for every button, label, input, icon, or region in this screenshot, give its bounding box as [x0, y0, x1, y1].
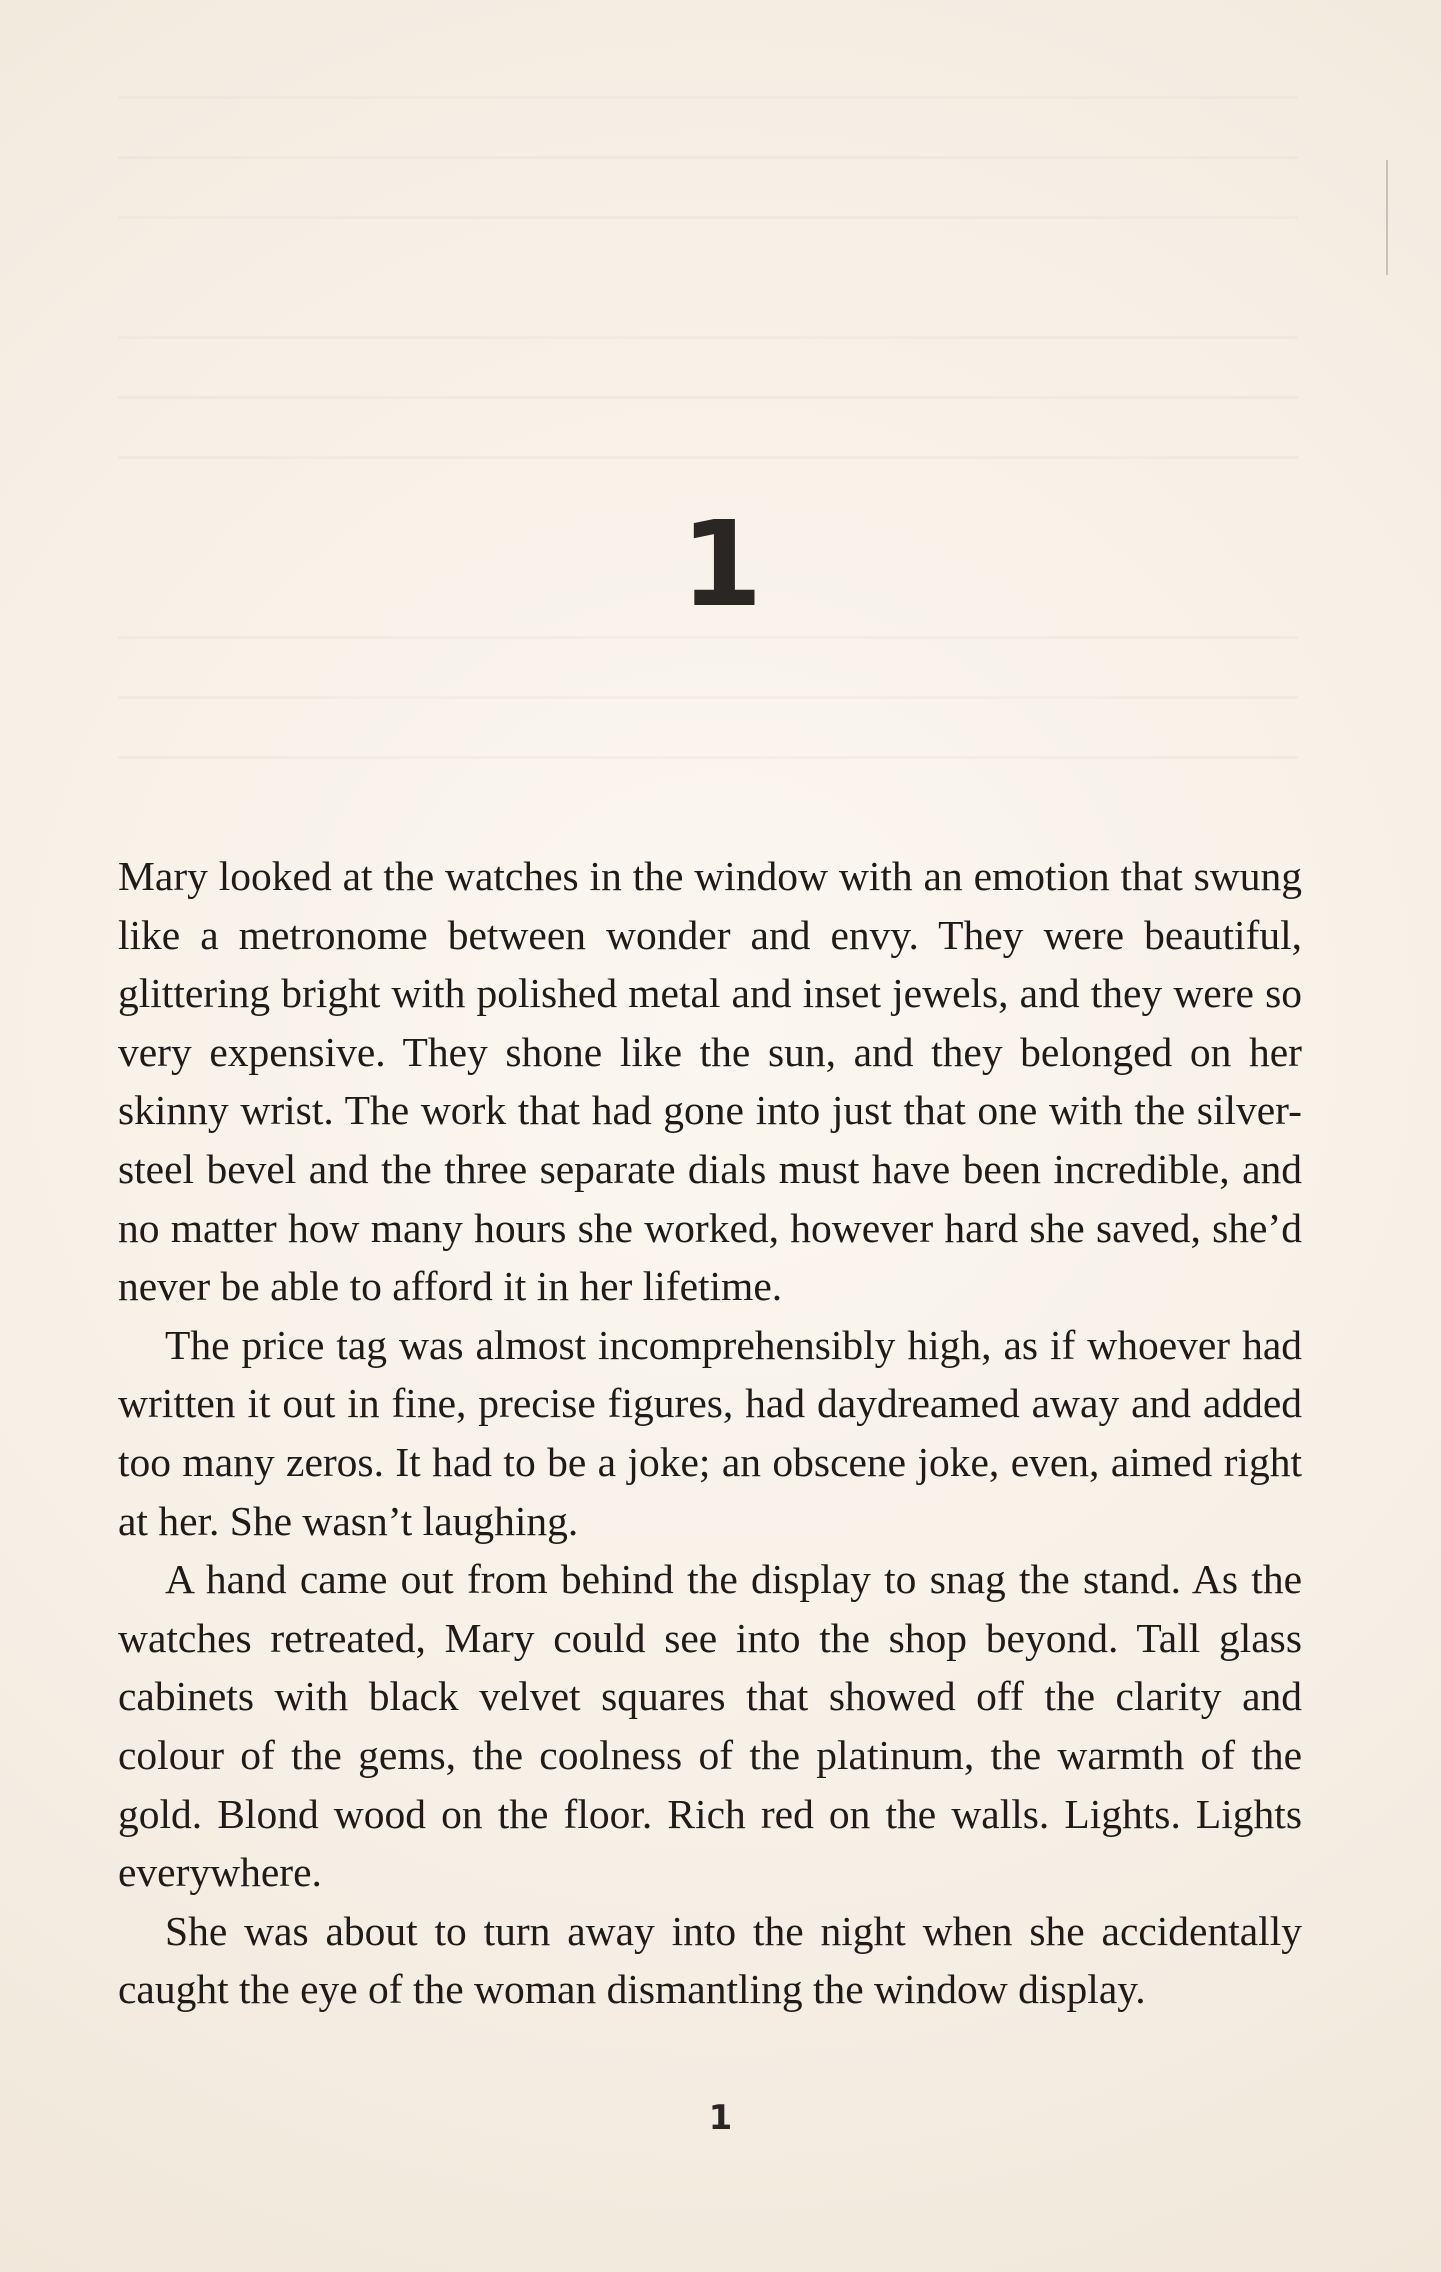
bleed-through-line: [118, 756, 1298, 759]
paragraph: A hand came out from behind the display to snag the stand. As the watches retreated, Mary could see into the shop beyond. Tall glass cabinets with black velvet squares that showed off the clarity and colour of the gems, the coolness of the platinum, the warmth of the gold. Blond wood on the floor. Rich red on the walls. Lights. Lights everywhere.: [118, 1556, 1302, 1896]
page-edge-mark: [1386, 160, 1388, 275]
paragraph: Mary looked at the watches in the window with an emotion that swung like a metronome between wonder and envy. They were beautiful, glittering bright with polished metal and inset jewels, and they were so very expensive. They shone like the sun, and they belonged on her skinny wrist. The work that had gone into just that one with the silver-steel bevel and the three separate dials must have been incredible, and no matter how many hours she worked, however hard she saved, she’d never be able to afford it in her lifetime.: [118, 853, 1302, 1310]
bleed-through-line: [118, 96, 1298, 99]
paragraph: The price tag was almost incomprehensibly high, as if whoever had written it out in fine, precise figures, had daydreamed away and added too many zeros. It had to be a joke; an obscene joke, even, aimed right at her. She wasn’t laughing.: [118, 1321, 1302, 1544]
bleed-through-line: [118, 396, 1298, 399]
body-text: [118, 847, 1302, 2019]
bleed-through-line: [118, 636, 1298, 639]
bleed-through-line: [118, 216, 1298, 219]
page-number: 1: [708, 2098, 733, 2138]
chapter-number: 1: [680, 495, 761, 633]
bleed-through-line: [118, 696, 1298, 699]
bleed-through-line: [118, 336, 1298, 339]
bleed-through-line: [118, 156, 1298, 159]
bleed-through-line: [118, 456, 1298, 459]
paragraph: She was about to turn away into the night when she accidentally caught the eye of the woman dismantling the window display.: [118, 1907, 1302, 2013]
